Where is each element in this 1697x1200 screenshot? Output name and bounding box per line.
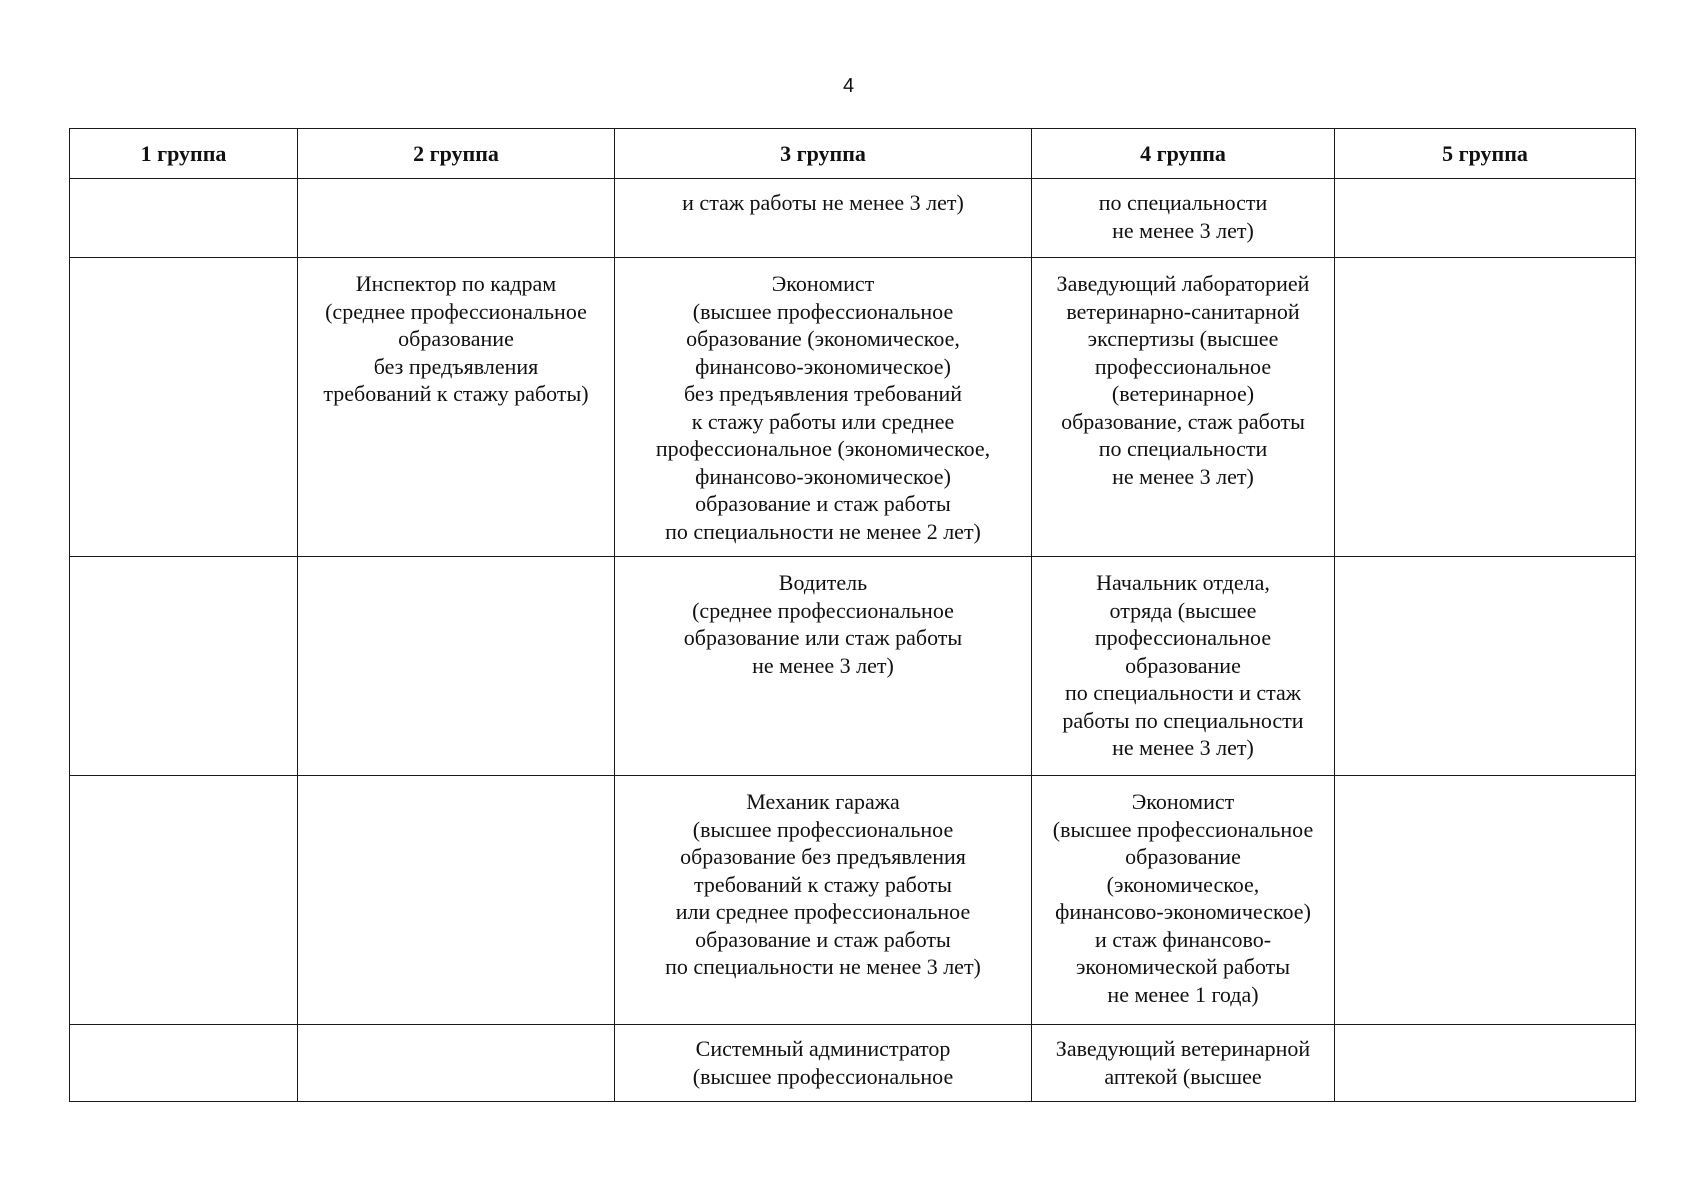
table-header-row [70, 129, 1636, 179]
header-group-2: 2 группа [298, 129, 615, 179]
table-row [70, 258, 1636, 557]
table-cell [1335, 1025, 1636, 1102]
table-cell [298, 557, 615, 776]
table-cell: Заведующий лабораторией ветеринарно-санитарной экспертизы (высшее профессиональное (ветеринарное) образование, стаж работы по специальности не менее 3 лет) [1032, 258, 1335, 557]
table-cell: и стаж работы не менее 3 лет) [615, 179, 1032, 258]
table-cell: Заведующий ветеринарной аптекой (высшее [1032, 1025, 1335, 1102]
table-cell [1335, 258, 1636, 557]
table-cell [298, 179, 615, 258]
page-number: 4 [842, 75, 855, 97]
table-cell [70, 258, 298, 557]
position-groups-table [69, 128, 1636, 1102]
table-cell [1335, 557, 1636, 776]
header-group-1: 1 группа [70, 129, 298, 179]
table-row [70, 557, 1636, 776]
table-cell: Водитель (среднее профессиональное образование или стаж работы не менее 3 лет) [615, 557, 1032, 776]
table-row [70, 179, 1636, 258]
table-cell: Механик гаража (высшее профессиональное образование без предъявления требований к стажу работы или среднее профессиональное образование и стаж работы по специальности не менее 3 лет) [615, 776, 1032, 1025]
table-cell [298, 776, 615, 1025]
table-cell: по специальности не менее 3 лет) [1032, 179, 1335, 258]
header-group-3: 3 группа [615, 129, 1032, 179]
table-cell [70, 557, 298, 776]
table-cell [70, 1025, 298, 1102]
table-cell: Системный администратор (высшее профессиональное [615, 1025, 1032, 1102]
table-cell [298, 1025, 615, 1102]
header-group-4: 4 группа [1032, 129, 1335, 179]
table-cell [70, 776, 298, 1025]
table-cell [70, 179, 298, 258]
table-row [70, 776, 1636, 1025]
table-row [70, 1025, 1636, 1102]
table-cell: Начальник отдела, отряда (высшее профессиональное образование по специальности и стаж работы по специальности не менее 3 лет) [1032, 557, 1335, 776]
header-group-5: 5 группа [1335, 129, 1636, 179]
table-cell: Экономист (высшее профессиональное образование (экономическое, финансово-экономическое) без предъявления требований к стажу работы или среднее профессиональное (экономическое, финансово-экономическое) образование и стаж работы по специальности не менее 2 лет) [615, 258, 1032, 557]
table-cell: Экономист (высшее профессиональное образование (экономическое, финансово-экономическое) и стаж финансово- экономической работы не менее 1 года) [1032, 776, 1335, 1025]
table-cell: Инспектор по кадрам (среднее профессиональное образование без предъявления требований к стажу работы) [298, 258, 615, 557]
table-cell [1335, 179, 1636, 258]
table-cell [1335, 776, 1636, 1025]
